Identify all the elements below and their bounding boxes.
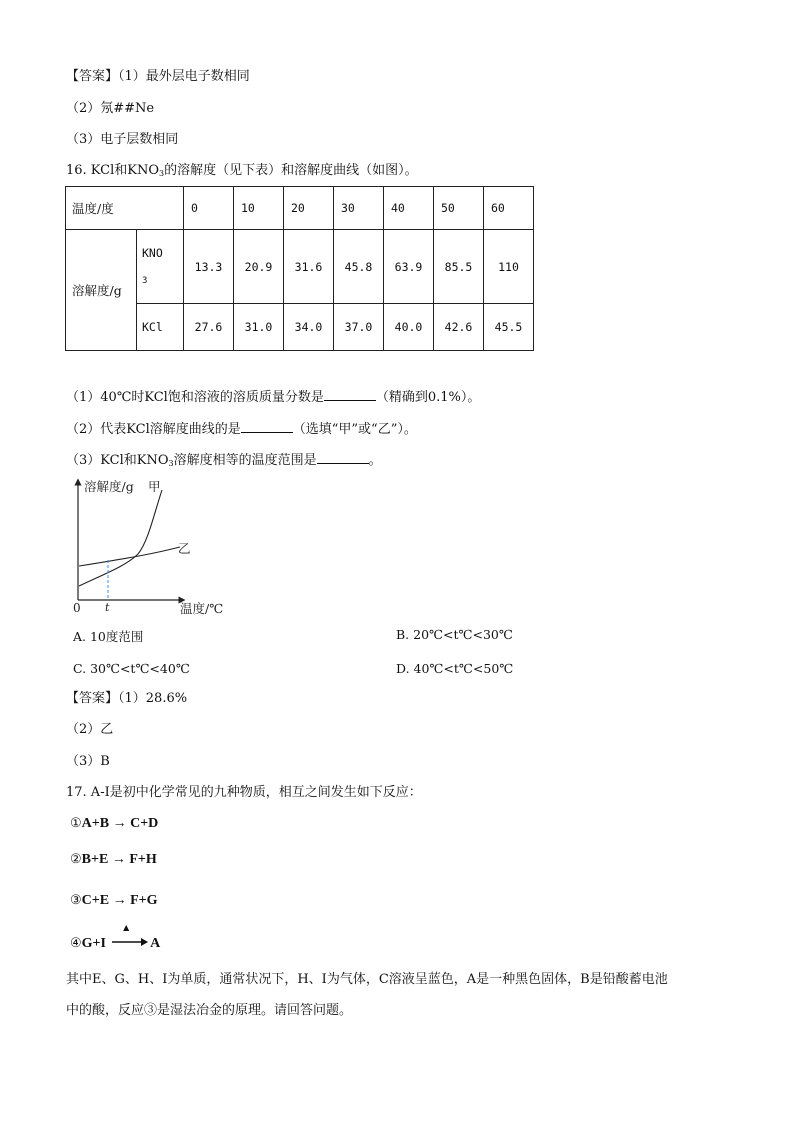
curve-yi — [79, 547, 180, 566]
question-16-sub-2 — [66, 420, 417, 439]
question-17-description-2: 中的酸，反应③是湿法冶金的原理。请回答问题。 — [66, 1003, 353, 1018]
reaction-reactants: B+E — [81, 852, 109, 867]
kno3-cell: 20.9 — [234, 230, 284, 304]
curve-jia — [79, 490, 162, 586]
reaction-number: ① — [70, 816, 82, 831]
reaction-products: F+G — [130, 893, 158, 908]
option-b[interactable]: B. 20℃<t℃<30℃ — [396, 627, 513, 642]
reaction-reactants: C+E — [81, 893, 110, 908]
reaction-2 — [70, 851, 157, 869]
question-17-stem: 17. A-I是初中化学常见的九种物质，相互之间发生如下反应： — [66, 785, 422, 800]
kno3-cell: 110 — [484, 230, 534, 304]
answer-15-line-3: （3）电子层数相同 — [66, 132, 179, 147]
reaction-arrow-icon: → — [109, 893, 131, 908]
answer-15-line-2: （2）氖##Ne — [66, 101, 155, 116]
sub-1-text: （1）40℃时KCl饱和溶液的溶质质量分数是 — [66, 390, 324, 405]
question-17-description-1: 其中E、G、H、I为单质，通常状况下，H、I为气体，C溶液呈蓝色，A是一种黑色固体，B是铅酸蓄电池 — [66, 972, 668, 987]
sub-3-subscript: 3 — [168, 459, 174, 468]
answer-blank — [324, 388, 376, 401]
kno3-cell: 13.3 — [184, 230, 234, 304]
answer-16-part-1: （1）28.6% — [118, 691, 188, 706]
solubility-table — [65, 186, 534, 351]
stem-text-end: 的溶解度（见下表）和溶解度曲线（如图）。 — [164, 163, 418, 178]
option-a[interactable]: A. 10度范围 — [73, 629, 144, 644]
answer-16-line-2: （2）乙 — [66, 722, 114, 737]
temp-header: 温度/度 — [66, 187, 184, 230]
y-axis-label: 溶解度/g — [84, 479, 134, 494]
reaction-products: C+D — [130, 816, 159, 831]
t-label: t — [105, 601, 110, 614]
temp-cell: 10 — [234, 187, 284, 230]
sub-3-text: （3）KCl和KNO — [66, 453, 169, 468]
kcl-cell: 31.0 — [234, 304, 284, 351]
kcl-cell: 27.6 — [184, 304, 234, 351]
kcl-cell: 42.6 — [434, 304, 484, 351]
kno3-cell: 31.6 — [284, 230, 334, 304]
reaction-products: F+H — [129, 852, 157, 867]
question-16-sub-3 — [66, 451, 382, 473]
answer-15-part-1: （1）最外层电子数相同 — [118, 69, 250, 84]
temp-cell: 60 — [484, 187, 534, 230]
kno3-cell: 63.9 — [384, 230, 434, 304]
kno3-label-sub: 3 — [142, 275, 148, 286]
reaction-4 — [70, 923, 161, 953]
temp-cell: 0 — [184, 187, 234, 230]
solubility-curve-figure — [64, 474, 244, 622]
sub-3-text-mid: 溶解度相等的温度范围是 — [173, 453, 317, 468]
temp-cell: 30 — [334, 187, 384, 230]
kno3-label-main: KNO — [142, 245, 163, 260]
kcl-cell: 34.0 — [284, 304, 334, 351]
reaction-arrow-icon: → — [108, 852, 130, 867]
stem-text: 16. KCl和KNO — [66, 163, 160, 178]
answer-tag: 【答案】 — [66, 69, 119, 84]
answer-blank — [241, 420, 293, 433]
reaction-1 — [70, 815, 158, 833]
curve-yi-label: 乙 — [178, 541, 191, 556]
option-d[interactable]: D. 40℃<t℃<50℃ — [396, 661, 514, 676]
reaction-number: ④ — [70, 936, 82, 951]
answer-15-line-1 — [66, 68, 250, 86]
answer-16-line-3: （3）B — [66, 754, 110, 769]
temp-cell: 50 — [434, 187, 484, 230]
reaction-arrow-icon: → — [109, 816, 131, 831]
reaction-reactants: G+I — [81, 936, 106, 951]
stem-subscript: 3 — [159, 169, 165, 178]
reaction-3 — [70, 892, 158, 910]
reaction-number: ② — [70, 852, 82, 867]
heat-condition-label: ▲ — [123, 923, 130, 932]
reaction-number: ③ — [70, 893, 82, 908]
question-16-sub-1 — [66, 388, 480, 407]
table-row-kno3 — [66, 230, 534, 304]
table-row-kcl — [66, 304, 534, 351]
kno3-cell: 85.5 — [434, 230, 484, 304]
sub-2-text-end: （选填“甲”或“乙”）。 — [292, 422, 417, 437]
kno3-cell: 45.8 — [334, 230, 384, 304]
sub-3-text-end: 。 — [368, 453, 382, 468]
temp-cell: 40 — [384, 187, 434, 230]
reaction-products: A — [150, 936, 161, 951]
kcl-label: KCl — [137, 304, 184, 351]
question-16-stem — [66, 162, 418, 183]
option-c[interactable]: C. 30℃<t℃<40℃ — [73, 661, 190, 676]
answer-16-line-1 — [66, 690, 187, 708]
curve-jia-label: 甲 — [148, 479, 161, 494]
sub-2-text: （2）代表KCl溶解度曲线的是 — [66, 422, 241, 437]
answer-blank — [317, 451, 369, 464]
temp-cell: 20 — [284, 187, 334, 230]
kno3-label — [137, 230, 184, 304]
kcl-cell: 40.0 — [384, 304, 434, 351]
x-axis-label: 温度/℃ — [180, 601, 224, 616]
reaction-reactants: A+B — [81, 816, 110, 831]
origin-label: 0 — [73, 601, 81, 615]
heat-arrow-icon — [110, 923, 150, 947]
sub-1-text-end: （精确到0.1%）。 — [375, 390, 481, 405]
kcl-cell: 45.5 — [484, 304, 534, 351]
table-row-temperature — [66, 187, 534, 230]
answer-tag: 【答案】 — [66, 691, 119, 706]
solubility-header: 溶解度/g — [66, 230, 137, 351]
kcl-cell: 37.0 — [334, 304, 384, 351]
